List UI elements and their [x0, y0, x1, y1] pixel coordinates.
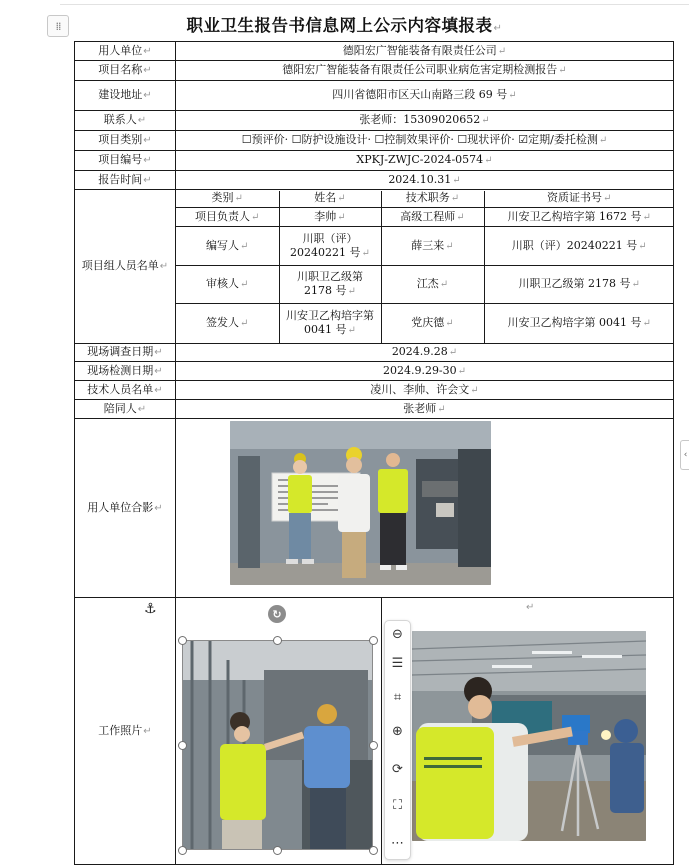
compress-icon[interactable]: ⛶ [392, 798, 403, 813]
escort-label: 陪同人↵ [75, 400, 176, 419]
team-header-title: 技术职务↵ [381, 191, 484, 208]
escort-value[interactable]: 张老师↵ [176, 400, 674, 419]
test-date-value[interactable]: 2024.9.29-30↵ [176, 362, 674, 381]
team-title[interactable]: 高级工程师↵ [381, 208, 484, 227]
group-photo[interactable] [230, 421, 491, 585]
table-row [176, 208, 674, 227]
team-header-role: 类别↵ [176, 191, 279, 208]
table-row [176, 266, 674, 304]
survey-date-label: 现场调查日期↵ [75, 344, 176, 362]
resize-handle-se[interactable] [369, 846, 378, 855]
report-time-value[interactable]: 2024.10.31↵ [176, 171, 674, 190]
checkbox-checked-icon: ☑ [518, 133, 529, 146]
resize-handle-nw[interactable] [178, 636, 187, 645]
project-no-value[interactable]: XPKJ-ZWJC-2024-0574↵ [176, 151, 674, 171]
report-time-label: 报告时间↵ [75, 171, 176, 190]
resize-handle-sw[interactable] [178, 846, 187, 855]
anchor-icon[interactable]: ⚓ [144, 601, 157, 617]
checkbox-unchecked-icon: ☐ [241, 133, 252, 146]
survey-date-value[interactable]: 2024.9.28↵ [176, 344, 674, 362]
team-header-cert: 资质证书号↵ [484, 191, 674, 208]
project-name-label: 项目名称↵ [75, 61, 176, 81]
group-photo-label: 用人单位合影↵ [75, 419, 176, 598]
category-option-pre-evaluation[interactable]: ☐预评价 [241, 133, 285, 146]
team-title[interactable]: 薛三来↵ [381, 227, 484, 266]
table-row [176, 304, 674, 343]
table-move-handle-icon[interactable]: ⁞⁞ [47, 15, 69, 37]
resize-handle-w[interactable] [178, 741, 187, 750]
paragraph-mark: ↵ [526, 602, 535, 613]
team-cert[interactable]: 川安卫乙构培字第 0041 号↵ [484, 304, 674, 343]
resize-handle-s[interactable] [273, 846, 282, 855]
team-cert[interactable]: 川职卫乙级第 2178 号↵ [484, 266, 674, 304]
team-label: 项目组人员名单↵ [75, 190, 176, 344]
team-name[interactable]: 川职卫乙级第 2178 号↵ [279, 266, 381, 304]
side-panel-toggle-icon[interactable]: ‹ [680, 440, 689, 470]
test-date-label: 现场检测日期↵ [75, 362, 176, 381]
page-title: 职业卫生报告书信息网上公示内容填报表↵ [186, 16, 503, 35]
zoom-out-icon[interactable]: ⊖ [392, 627, 403, 642]
team-name[interactable]: 李帅↵ [279, 208, 381, 227]
team-title[interactable]: 江杰↵ [381, 266, 484, 304]
team-role[interactable]: 签发人↵ [176, 304, 279, 343]
category-option-control-effect[interactable]: ☐控制效果评价 [374, 133, 451, 146]
team-name[interactable]: 川职（评）20240221 号↵ [279, 227, 381, 266]
tech-staff-value[interactable]: 凌川、李帅、许会文↵ [176, 381, 674, 400]
team-cert[interactable]: 川职（评）20240221 号↵ [484, 227, 674, 266]
work-photo-2[interactable] [412, 631, 646, 841]
team-role[interactable]: 审核人↵ [176, 266, 279, 304]
checkbox-unchecked-icon: ☐ [374, 133, 385, 146]
checkbox-unchecked-icon: ☐ [457, 133, 468, 146]
checkbox-unchecked-icon: ☐ [291, 133, 302, 146]
image-floating-toolbar [384, 620, 411, 860]
category-label: 项目类别↵ [75, 131, 176, 151]
category-option-protection-design[interactable]: ☐防护设施设计 [291, 133, 368, 146]
more-icon[interactable]: ⋯ [391, 836, 404, 851]
category-option-periodic-testing[interactable]: ☑定期/委托检测 [518, 133, 598, 146]
contact-value[interactable]: 张老师：15309020652↵ [176, 111, 674, 131]
category-option-status-evaluation[interactable]: ☐现状评价 [457, 133, 512, 146]
team-cert[interactable]: 川安卫乙构培字第 1672 号↵ [484, 208, 674, 227]
team-role[interactable]: 项目负责人↵ [176, 208, 279, 227]
work-photos-label: 工作照片↵ [75, 598, 176, 865]
employer-value[interactable]: 德阳宏广智能装备有限责任公司↵ [176, 42, 674, 61]
project-no-label: 项目编号↵ [75, 151, 176, 171]
crop-icon[interactable]: ⌗ [393, 690, 402, 705]
rotate-icon[interactable]: ⟳ [392, 762, 403, 777]
resize-handle-n[interactable] [273, 636, 282, 645]
category-options: ☐预评价· ☐防护设施设计· ☐控制效果评价· ☐现状评价· ☑定期/委托检测↵ [176, 131, 674, 151]
layout-wrap-icon[interactable]: ☰ [391, 656, 404, 671]
team-name[interactable]: 川安卫乙构培字第 0041 号↵ [279, 304, 381, 343]
team-cell [176, 190, 674, 344]
table-row [176, 227, 674, 266]
resize-handle-e[interactable] [369, 741, 378, 750]
rotate-handle-icon[interactable]: ↻ [268, 605, 286, 623]
project-name-value[interactable]: 德阳宏广智能装备有限责任公司职业病危害定期检测报告↵ [176, 61, 674, 81]
page-top-rule [60, 4, 689, 5]
resize-handle-ne[interactable] [369, 636, 378, 645]
address-value[interactable]: 四川省德阳市区天山南路三段 69 号↵ [176, 81, 674, 111]
contact-label: 联系人↵ [75, 111, 176, 131]
address-label: 建设地址↵ [75, 81, 176, 111]
team-table [176, 191, 674, 343]
team-header-name: 姓名↵ [279, 191, 381, 208]
team-role[interactable]: 编写人↵ [176, 227, 279, 266]
employer-label: 用人单位↵ [75, 42, 176, 61]
team-title[interactable]: 党庆德↵ [381, 304, 484, 343]
zoom-in-icon[interactable]: ⊕ [392, 724, 403, 739]
tech-staff-label: 技术人员名单↵ [75, 381, 176, 400]
image-selection-frame [182, 640, 373, 850]
